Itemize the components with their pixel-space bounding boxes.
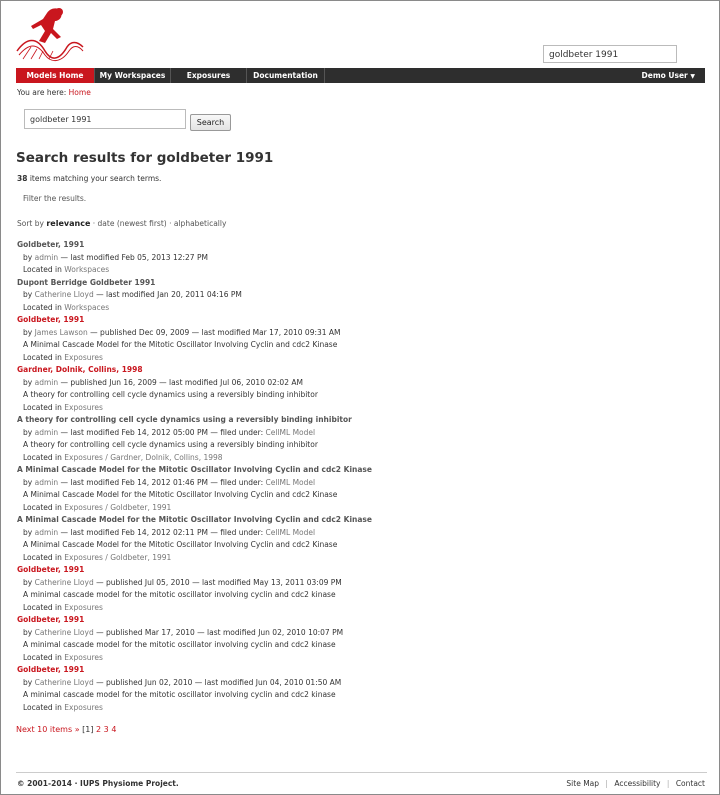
result-tag-link[interactable]: CellML Model — [265, 427, 316, 437]
filter-results-link[interactable]: Filter the results. — [23, 194, 87, 203]
current-page: [1] — [82, 725, 94, 734]
result-location — [17, 402, 707, 415]
result-by: by — [23, 627, 33, 637]
footer-separator: | — [666, 779, 670, 788]
result-by: by — [23, 577, 33, 587]
breadcrumb-home-link[interactable]: Home — [68, 88, 91, 97]
result-author-link[interactable]: admin — [34, 427, 59, 437]
search-result — [17, 564, 707, 614]
user-menu[interactable] — [642, 68, 695, 83]
result-byline — [17, 627, 707, 640]
result-author-link[interactable]: Catherine Lloyd — [34, 627, 94, 637]
footer-links — [566, 779, 705, 788]
result-description: A Minimal Cascade Model for the Mitotic Oscillator Involving Cyclin and cdc2 Kinase — [23, 540, 338, 549]
result-location-link[interactable]: Exposures / Gardner, Dolnik, Collins, 1998 — [64, 452, 223, 462]
result-byline — [17, 577, 707, 590]
sort-label: Sort by — [17, 219, 44, 228]
result-location-link[interactable]: Workspaces — [64, 302, 110, 312]
sort-relevance[interactable]: relevance — [46, 219, 91, 228]
result-byline — [17, 527, 707, 540]
result-meta: — published Jul 05, 2010 — last modified May 13, 2011 03:09 PM — [96, 577, 342, 587]
result-meta: — last modified Feb 14, 2012 05:00 PM — filed under: — [60, 427, 264, 437]
search-result — [17, 239, 707, 277]
result-description: A minimal cascade model for the mitotic oscillator involving cyclin and cdc2 kinase — [23, 590, 336, 599]
result-location — [17, 352, 707, 365]
result-location-link[interactable]: Exposures / Goldbeter, 1991 — [64, 552, 172, 562]
result-author-link[interactable]: Catherine Lloyd — [34, 577, 94, 587]
footer-divider — [16, 772, 707, 773]
page-link[interactable]: 3 — [103, 725, 109, 734]
result-meta: — published Mar 17, 2010 — last modified Jun 02, 2010 10:07 PM — [96, 627, 344, 637]
result-location-link[interactable]: Exposures — [64, 652, 103, 662]
result-by: by — [23, 252, 33, 262]
result-description: A theory for controlling cell cycle dynamics using a reversibly binding inhibitor — [23, 440, 318, 449]
result-byline — [17, 677, 707, 690]
result-location-label: Located in — [23, 452, 62, 462]
result-tag-link[interactable]: CellML Model — [265, 477, 316, 487]
page-link[interactable]: 4 — [111, 725, 117, 734]
result-author-link[interactable]: admin — [34, 527, 59, 537]
search-results-list — [17, 239, 707, 714]
results-count-number: 38 — [17, 174, 28, 183]
result-location-link[interactable]: Exposures — [64, 702, 103, 712]
result-byline — [17, 427, 707, 440]
result-title-link[interactable]: A Minimal Cascade Model for the Mitotic Oscillator Involving Cyclin and cdc2 Kinase — [17, 465, 372, 474]
nav-models-home[interactable]: Models Home — [16, 68, 95, 83]
result-by: by — [23, 327, 33, 337]
search-button[interactable]: Search — [190, 114, 231, 131]
result-title-link[interactable]: Goldbeter, 1991 — [17, 240, 85, 249]
result-location-link[interactable]: Workspaces — [64, 265, 110, 274]
result-author-link[interactable]: admin — [34, 252, 59, 262]
sort-date[interactable]: date (newest first) — [97, 219, 167, 228]
result-byline — [17, 289, 707, 302]
result-by: by — [23, 290, 33, 299]
result-meta: — last modified Feb 14, 2012 01:46 PM — filed under: — [60, 477, 264, 487]
result-by: by — [23, 677, 33, 687]
result-author-link[interactable]: admin — [34, 477, 59, 487]
result-by: by — [23, 477, 33, 487]
result-location-label: Located in — [23, 502, 62, 512]
result-location-label: Located in — [23, 702, 62, 712]
results-count-text: items matching your search terms. — [29, 174, 162, 183]
physiome-logo[interactable] — [15, 7, 85, 65]
footer-separator: | — [605, 779, 608, 788]
copyright: © 2001-2014 · IUPS Physiome Project. — [17, 779, 179, 788]
footer-accessibility-link[interactable]: Accessibility — [614, 779, 661, 788]
result-location-label: Located in — [23, 652, 62, 662]
result-location-link[interactable]: Exposures / Goldbeter, 1991 — [64, 502, 172, 512]
breadcrumb-label: You are here: — [17, 88, 67, 97]
result-author-link[interactable]: James Lawson — [34, 327, 88, 337]
result-location-link[interactable]: Exposures — [64, 602, 103, 612]
nav-exposures[interactable]: Exposures — [171, 68, 247, 83]
result-meta: — published Dec 09, 2009 — last modified Mar 17, 2010 09:31 AM — [90, 327, 341, 337]
page-link[interactable]: 2 — [96, 725, 102, 734]
result-description: A theory for controlling cell cycle dynamics using a reversibly binding inhibitor — [23, 390, 318, 399]
result-byline — [17, 477, 707, 490]
search-input[interactable]: goldbeter 1991 — [24, 109, 186, 129]
result-author-link[interactable]: admin — [34, 377, 59, 387]
result-tag-link[interactable]: CellML Model — [265, 527, 316, 537]
result-by: by — [23, 527, 33, 537]
result-by: by — [23, 427, 33, 437]
sort-options — [17, 219, 226, 228]
footer-contact-link[interactable]: Contact — [675, 779, 705, 788]
result-description: A Minimal Cascade Model for the Mitotic Oscillator Involving Cyclin and cdc2 Kinase — [23, 340, 338, 349]
search-result — [17, 614, 707, 664]
result-location-label: Located in — [23, 265, 62, 274]
main-navbar — [16, 68, 705, 83]
sort-separator: · — [92, 219, 96, 228]
result-title-link[interactable]: Dupont Berridge Goldbeter 1991 — [17, 277, 156, 287]
result-location-label: Located in — [23, 552, 62, 562]
result-location-label: Located in — [23, 352, 62, 362]
result-meta: — last modified Feb 05, 2013 12:27 PM — [60, 252, 208, 262]
result-title-link[interactable]: Gardner, Dolnik, Collins, 1998 — [17, 365, 143, 374]
footer-site-map-link[interactable]: Site Map — [566, 779, 600, 788]
result-description: A minimal cascade model for the mitotic oscillator involving cyclin and cdc2 kinase — [23, 690, 336, 699]
result-location-label: Located in — [23, 302, 62, 312]
result-by: by — [23, 377, 33, 387]
header-search-input[interactable]: goldbeter 1991 — [543, 45, 677, 63]
result-meta: — published Jun 16, 2009 — last modified Jul 06, 2010 02:02 AM — [60, 377, 303, 387]
sort-separator: · — [169, 219, 172, 228]
result-byline — [17, 377, 707, 390]
result-location — [17, 702, 707, 715]
chevron-down-icon: ▼ — [690, 73, 695, 80]
result-author-link[interactable]: Catherine Lloyd — [34, 290, 94, 299]
result-author-link[interactable]: Catherine Lloyd — [34, 677, 94, 687]
result-title-link[interactable]: Goldbeter, 1991 — [17, 665, 85, 674]
search-result — [17, 314, 707, 364]
result-description: A minimal cascade model for the mitotic oscillator involving cyclin and cdc2 kinase — [23, 640, 336, 649]
result-title-link[interactable]: A theory for controlling cell cycle dynamics using a reversibly binding inhibitor — [17, 415, 352, 424]
next-page-link[interactable]: Next 10 items » — [16, 725, 80, 734]
result-location — [17, 602, 707, 615]
result-title-link[interactable]: Goldbeter, 1991 — [17, 565, 85, 574]
nav-documentation[interactable]: Documentation — [247, 68, 325, 83]
result-meta: — last modified Feb 14, 2012 02:11 PM — filed under: — [60, 527, 264, 537]
result-title-link[interactable]: Goldbeter, 1991 — [17, 315, 85, 324]
user-name: Demo User — [641, 71, 688, 80]
nav-my-workspaces[interactable]: My Workspaces — [95, 68, 171, 83]
results-count — [17, 174, 161, 183]
result-meta: — published Jun 02, 2010 — last modified Jun 04, 2010 01:50 AM — [96, 677, 342, 687]
result-location-label: Located in — [23, 402, 62, 412]
result-meta: — last modified Jan 20, 2011 04:16 PM — [96, 290, 242, 299]
result-location — [17, 502, 707, 515]
result-location — [17, 452, 707, 465]
result-description: A Minimal Cascade Model for the Mitotic Oscillator Involving Cyclin and cdc2 Kinase — [23, 490, 338, 499]
result-title-link[interactable]: A Minimal Cascade Model for the Mitotic Oscillator Involving Cyclin and cdc2 Kinase — [17, 515, 372, 524]
page-title: Search results for goldbeter 1991 — [16, 150, 274, 166]
result-location — [17, 302, 707, 315]
search-result — [17, 277, 707, 315]
search-result — [17, 514, 707, 564]
result-location-label: Located in — [23, 602, 62, 612]
result-location-link[interactable]: Exposures — [64, 352, 103, 362]
result-location — [17, 652, 707, 665]
search-result — [17, 364, 707, 414]
result-byline — [17, 252, 707, 265]
search-result — [17, 414, 707, 464]
result-location-link[interactable]: Exposures — [64, 402, 103, 412]
result-byline — [17, 327, 707, 340]
pagination — [16, 725, 116, 734]
result-location — [17, 552, 707, 565]
search-result — [17, 464, 707, 514]
search-result — [17, 664, 707, 714]
breadcrumb — [17, 88, 91, 97]
result-location — [17, 264, 707, 277]
result-title-link[interactable]: Goldbeter, 1991 — [17, 615, 85, 624]
sort-alphabetically[interactable]: alphabetically — [173, 219, 227, 228]
